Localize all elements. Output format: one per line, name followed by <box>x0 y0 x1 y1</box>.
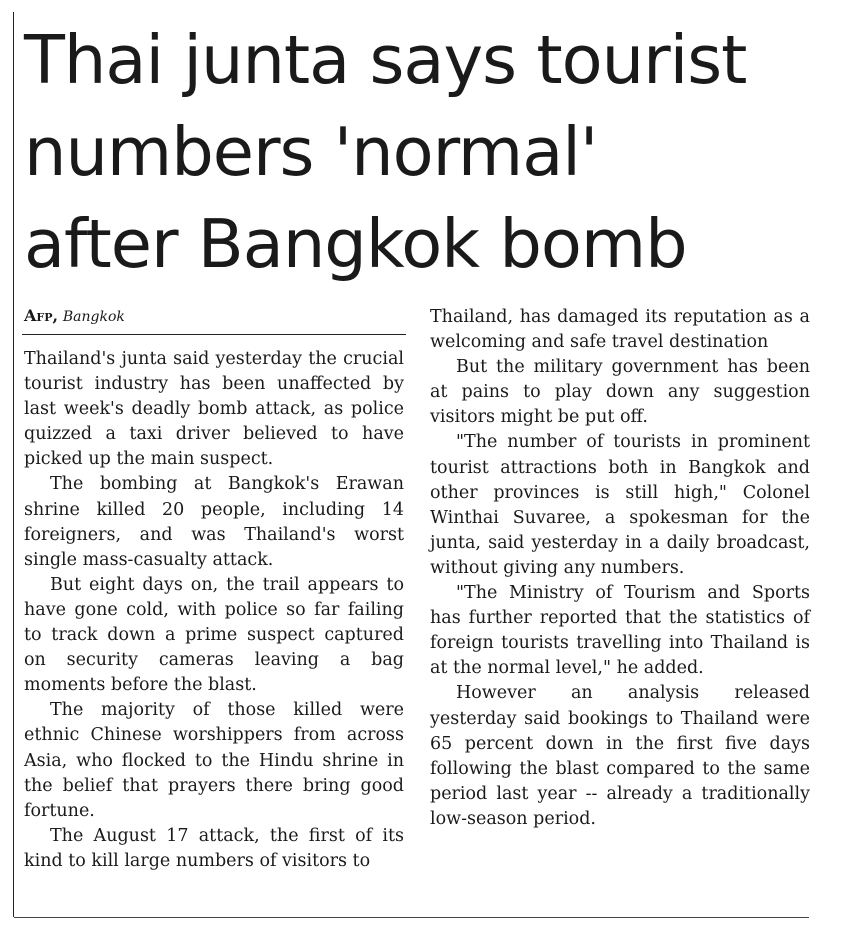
byline-place: Bangkok <box>62 309 125 325</box>
article-column-right <box>430 305 810 832</box>
article-column-left <box>24 347 404 874</box>
byline <box>24 306 125 327</box>
paragraph: However an analysis released yesterday said bookings to Thailand were 65 percent down in the first five days following the blast compared to the same period last year -- already a traditionally low-season period. <box>430 683 810 829</box>
paragraph: But the military government has been at pains to play down any suggestion visitors might be put off. <box>430 357 810 428</box>
paragraph: "The number of tourists in prominent tourist attractions both in Bangkok and other provinces is still high," Colonel Winthai Suvaree, a spokesman for the junta, said yesterday in a daily broadcast, without giving any numbers. <box>430 432 810 578</box>
headline-line-3: after Bangkok bomb <box>24 205 687 283</box>
paragraph: The bombing at Bangkok's Erawan shrine killed 20 people, including 14 foreigners, and was Thailand's worst single mass-casualty attack. <box>24 474 404 570</box>
paragraph: Thailand's junta said yesterday the crucial tourist industry has been unaffected by last week's deadly bomb attack, as police quizzed a taxi driver believed to have picked up the main suspect. <box>24 349 404 470</box>
headline-line-1: Thai junta says tourist <box>24 21 747 99</box>
paragraph: Thailand, has damaged its reputation as a welcoming and safe travel destination <box>430 307 810 353</box>
paragraph: But eight days on, the trail appears to have gone cold, with police so far failing to track down a prime suspect captured on security cameras leaving a bag moments before the blast. <box>24 574 404 696</box>
headline-line-2: numbers 'normal' <box>24 113 598 191</box>
byline-agency: Afp, <box>24 306 59 325</box>
headline <box>24 14 824 290</box>
paragraph: The August 17 attack, the first of its kind to kill large numbers of visitors to <box>24 825 404 871</box>
paragraph: "The Ministry of Tourism and Sports has further reported that the statistics of foreign tourists travelling into Thailand is at the normal level," he added. <box>430 583 810 679</box>
byline-divider <box>22 334 406 335</box>
bottom-rule <box>14 917 809 918</box>
left-column-rule <box>13 12 14 917</box>
paragraph: The majority of those killed were ethnic Chinese worshippers from across Asia, who flocked to the Hindu shrine in the belief that prayers there bring good fortune. <box>24 700 404 821</box>
